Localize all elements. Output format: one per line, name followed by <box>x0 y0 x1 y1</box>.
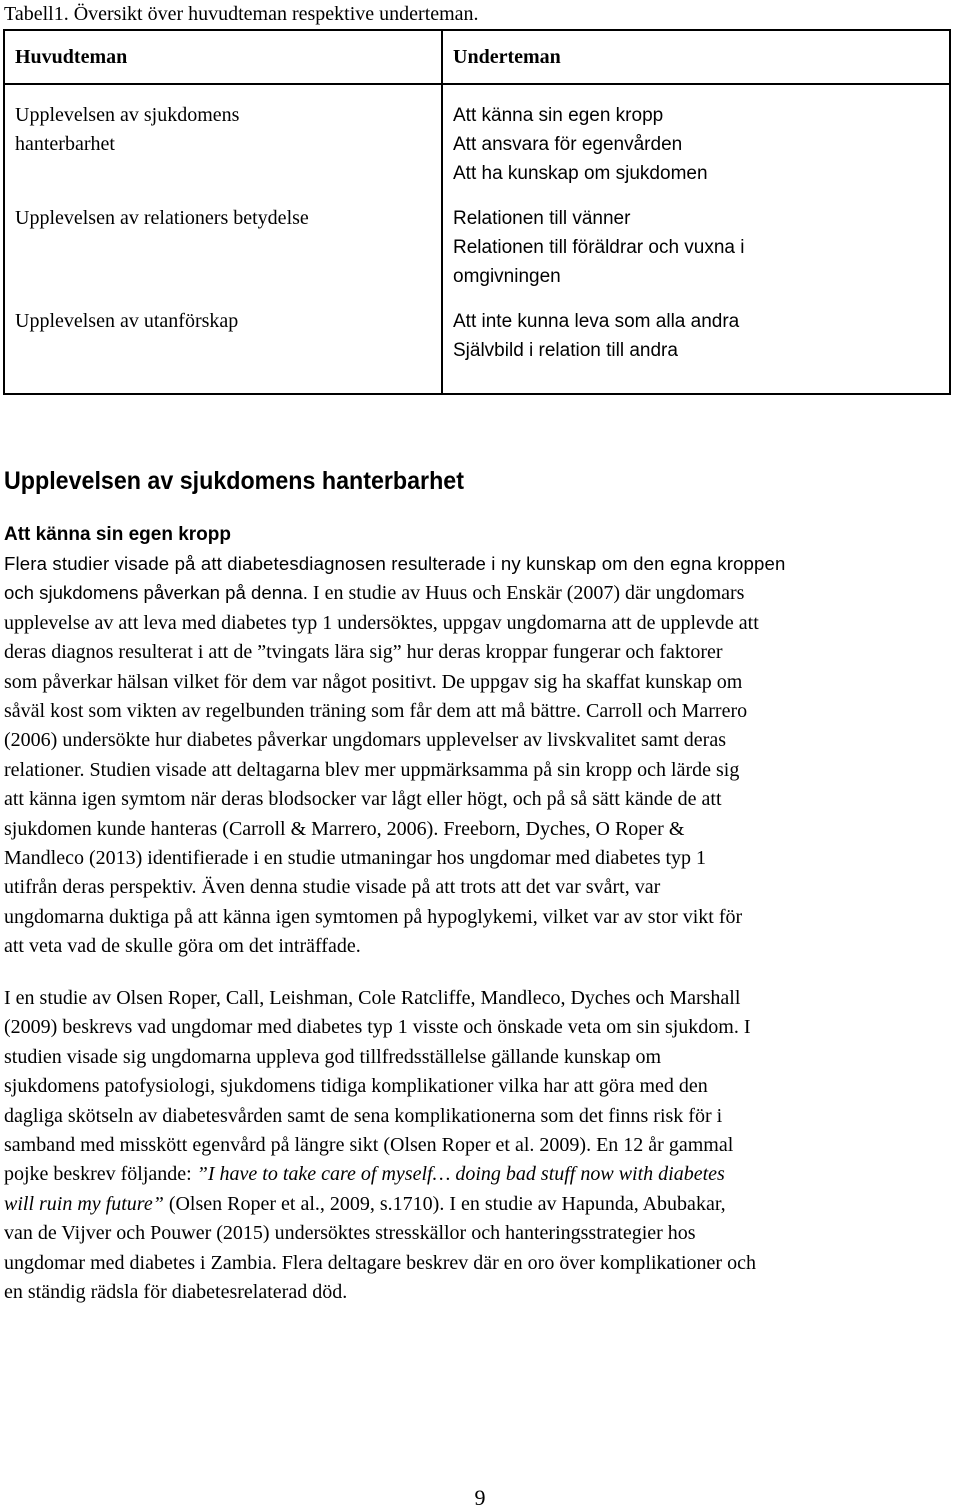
paragraph-line: ungdomarna duktiga på att känna igen symtomen på hypoglykemi, vilket var av stor vikt för <box>4 905 743 928</box>
paragraph-line: såväl kost som vikten av regelbunden träning som får dem att må bättre. Carroll och Marrero <box>4 700 748 723</box>
paragraph-fragment: pojke beskrev följande: <box>4 1163 197 1186</box>
paragraph-line: (2009) beskrevs vad ungdomar med diabetes typ 1 visste och önskade veta om sin sjukdom. I <box>4 1016 751 1039</box>
section-heading: Upplevelsen av sjukdomens hanterbarhet <box>4 467 464 495</box>
paragraph-line: sjukdomens patofysiologi, sjukdomens tidiga komplikationer vilka har att göra med den <box>4 1075 708 1098</box>
paragraph-line: samband med misskött egenvård på längre sikt (Olsen Roper et al. 2009). En 12 år gammal <box>4 1134 734 1157</box>
paragraph-1 <box>4 549 956 962</box>
sub-theme-cell <box>442 291 950 394</box>
paragraph-line: att känna igen symtom när deras blodsocker var lågt eller högt, och på så sätt kände de att <box>4 788 722 811</box>
paragraph-2 <box>4 984 956 1307</box>
sub-theme-line: Att ha kunskap om sjukdomen <box>453 163 708 184</box>
table-row <box>4 188 950 291</box>
main-theme-cell <box>4 84 442 188</box>
header-underteman: Underteman <box>442 30 950 84</box>
table-row <box>4 291 950 394</box>
subsection-heading: Att känna sin egen kropp <box>4 524 231 545</box>
sub-theme-line: Självbild i relation till andra <box>453 340 678 361</box>
sub-theme-cell <box>442 188 950 291</box>
main-theme-line: Upplevelsen av relationers betydelse <box>15 207 309 229</box>
quote-fragment: ”I have to take care of myself… doing bad stuff now with diabetes <box>196 1163 725 1186</box>
paragraph-line: Flera studier visade på att diabetesdiagnosen resulterade i ny kunskap om den egna kroppen <box>4 553 786 574</box>
sub-theme-line: Relationen till föräldrar och vuxna i <box>453 237 745 258</box>
quote-fragment: will ruin my future” <box>4 1192 164 1215</box>
paragraph-line: (2006) undersökte hur diabetes påverkar ungdomars upplevelser av livskvalitet samt deras <box>4 729 727 752</box>
paragraph-line: studien visade sig ungdomarna uppleva god tillfredsställelse gällande kunskap om <box>4 1045 662 1068</box>
paragraph-line <box>4 1160 956 1189</box>
main-theme-cell <box>4 188 442 291</box>
paragraph-fragment: och sjukdomens påverkan på denna. <box>4 582 308 604</box>
main-theme-line: Upplevelsen av sjukdomens <box>15 104 240 126</box>
sub-theme-cell <box>442 84 950 188</box>
paragraph-line: dagliga skötseln av diabetesvården samt de sena komplikationerna som det finns risk för i <box>4 1104 723 1127</box>
paragraph-line: relationer. Studien visade att deltagarna blev mer uppmärksamma på sin kropp och lärde sig <box>4 758 740 781</box>
sub-theme-line: Att ansvara för egenvården <box>453 134 683 155</box>
overview-table <box>3 29 951 395</box>
main-theme-line: hanterbarhet <box>15 133 115 155</box>
paragraph-line: utifrån deras perspektiv. Även denna studie visade på att trots att det var svårt, var <box>4 876 661 899</box>
paragraph-line: upplevelse av att leva med diabetes typ 1 undersöktes, uppgav ungdomarna att de upplevde att <box>4 611 759 634</box>
paragraph-line: I en studie av Olsen Roper, Call, Leishman, Cole Ratcliffe, Mandleco, Dyches och Marshall <box>4 987 741 1009</box>
sub-theme-line: Att inte kunna leva som alla andra <box>453 311 740 332</box>
paragraph-line: som påverkar hälsan vilket för dem var något positivt. De uppgav sig ha skaffat kunskap om <box>4 670 743 693</box>
paragraph-line: en ständig rädsla för diabetesrelaterad död. <box>4 1281 348 1304</box>
main-theme-line: Upplevelsen av utanförskap <box>15 310 239 332</box>
sub-theme-line: omgivningen <box>453 266 561 287</box>
table-caption: Tabell1. Översikt över huvudteman respektive underteman. <box>4 3 479 25</box>
paragraph-line <box>4 578 956 608</box>
page-number: 9 <box>474 1485 486 1510</box>
paragraph-line: ungdomar med diabetes i Zambia. Flera deltagare beskrev där en oro över komplikationer och <box>4 1251 756 1274</box>
paragraph-fragment: (Olsen Roper et al., 2009, s.1710). I en studie av Hapunda, Abubakar, <box>163 1192 726 1215</box>
header-huvudteman: Huvudteman <box>4 30 442 84</box>
table-header-row <box>4 30 950 84</box>
sub-theme-line: Att känna sin egen kropp <box>453 105 664 126</box>
paragraph-line: deras diagnos resulterat i att de ”tvingats lära sig” hur deras kroppar fungerar och faktorer <box>4 641 723 664</box>
table-row <box>4 84 950 188</box>
paragraph-line: att veta vad de skulle göra om det inträffade. <box>4 935 361 958</box>
main-theme-cell <box>4 291 442 394</box>
paragraph-line: sjukdomen kunde hanteras (Carroll & Marrero, 2006). Freeborn, Dyches, O Roper & <box>4 817 685 840</box>
paragraph-fragment: I en studie av Huus och Enskär (2007) där ungdomars <box>307 582 745 605</box>
sub-theme-line: Relationen till vänner <box>453 208 631 229</box>
paragraph-line <box>4 1190 956 1219</box>
paragraph-line: Mandleco (2013) identifierade i en studie utmaningar hos ungdomar med diabetes typ 1 <box>4 847 707 870</box>
paragraph-line: van de Vijver och Pouwer (2015) undersöktes stresskällor och hanteringsstrategier hos <box>4 1222 696 1245</box>
